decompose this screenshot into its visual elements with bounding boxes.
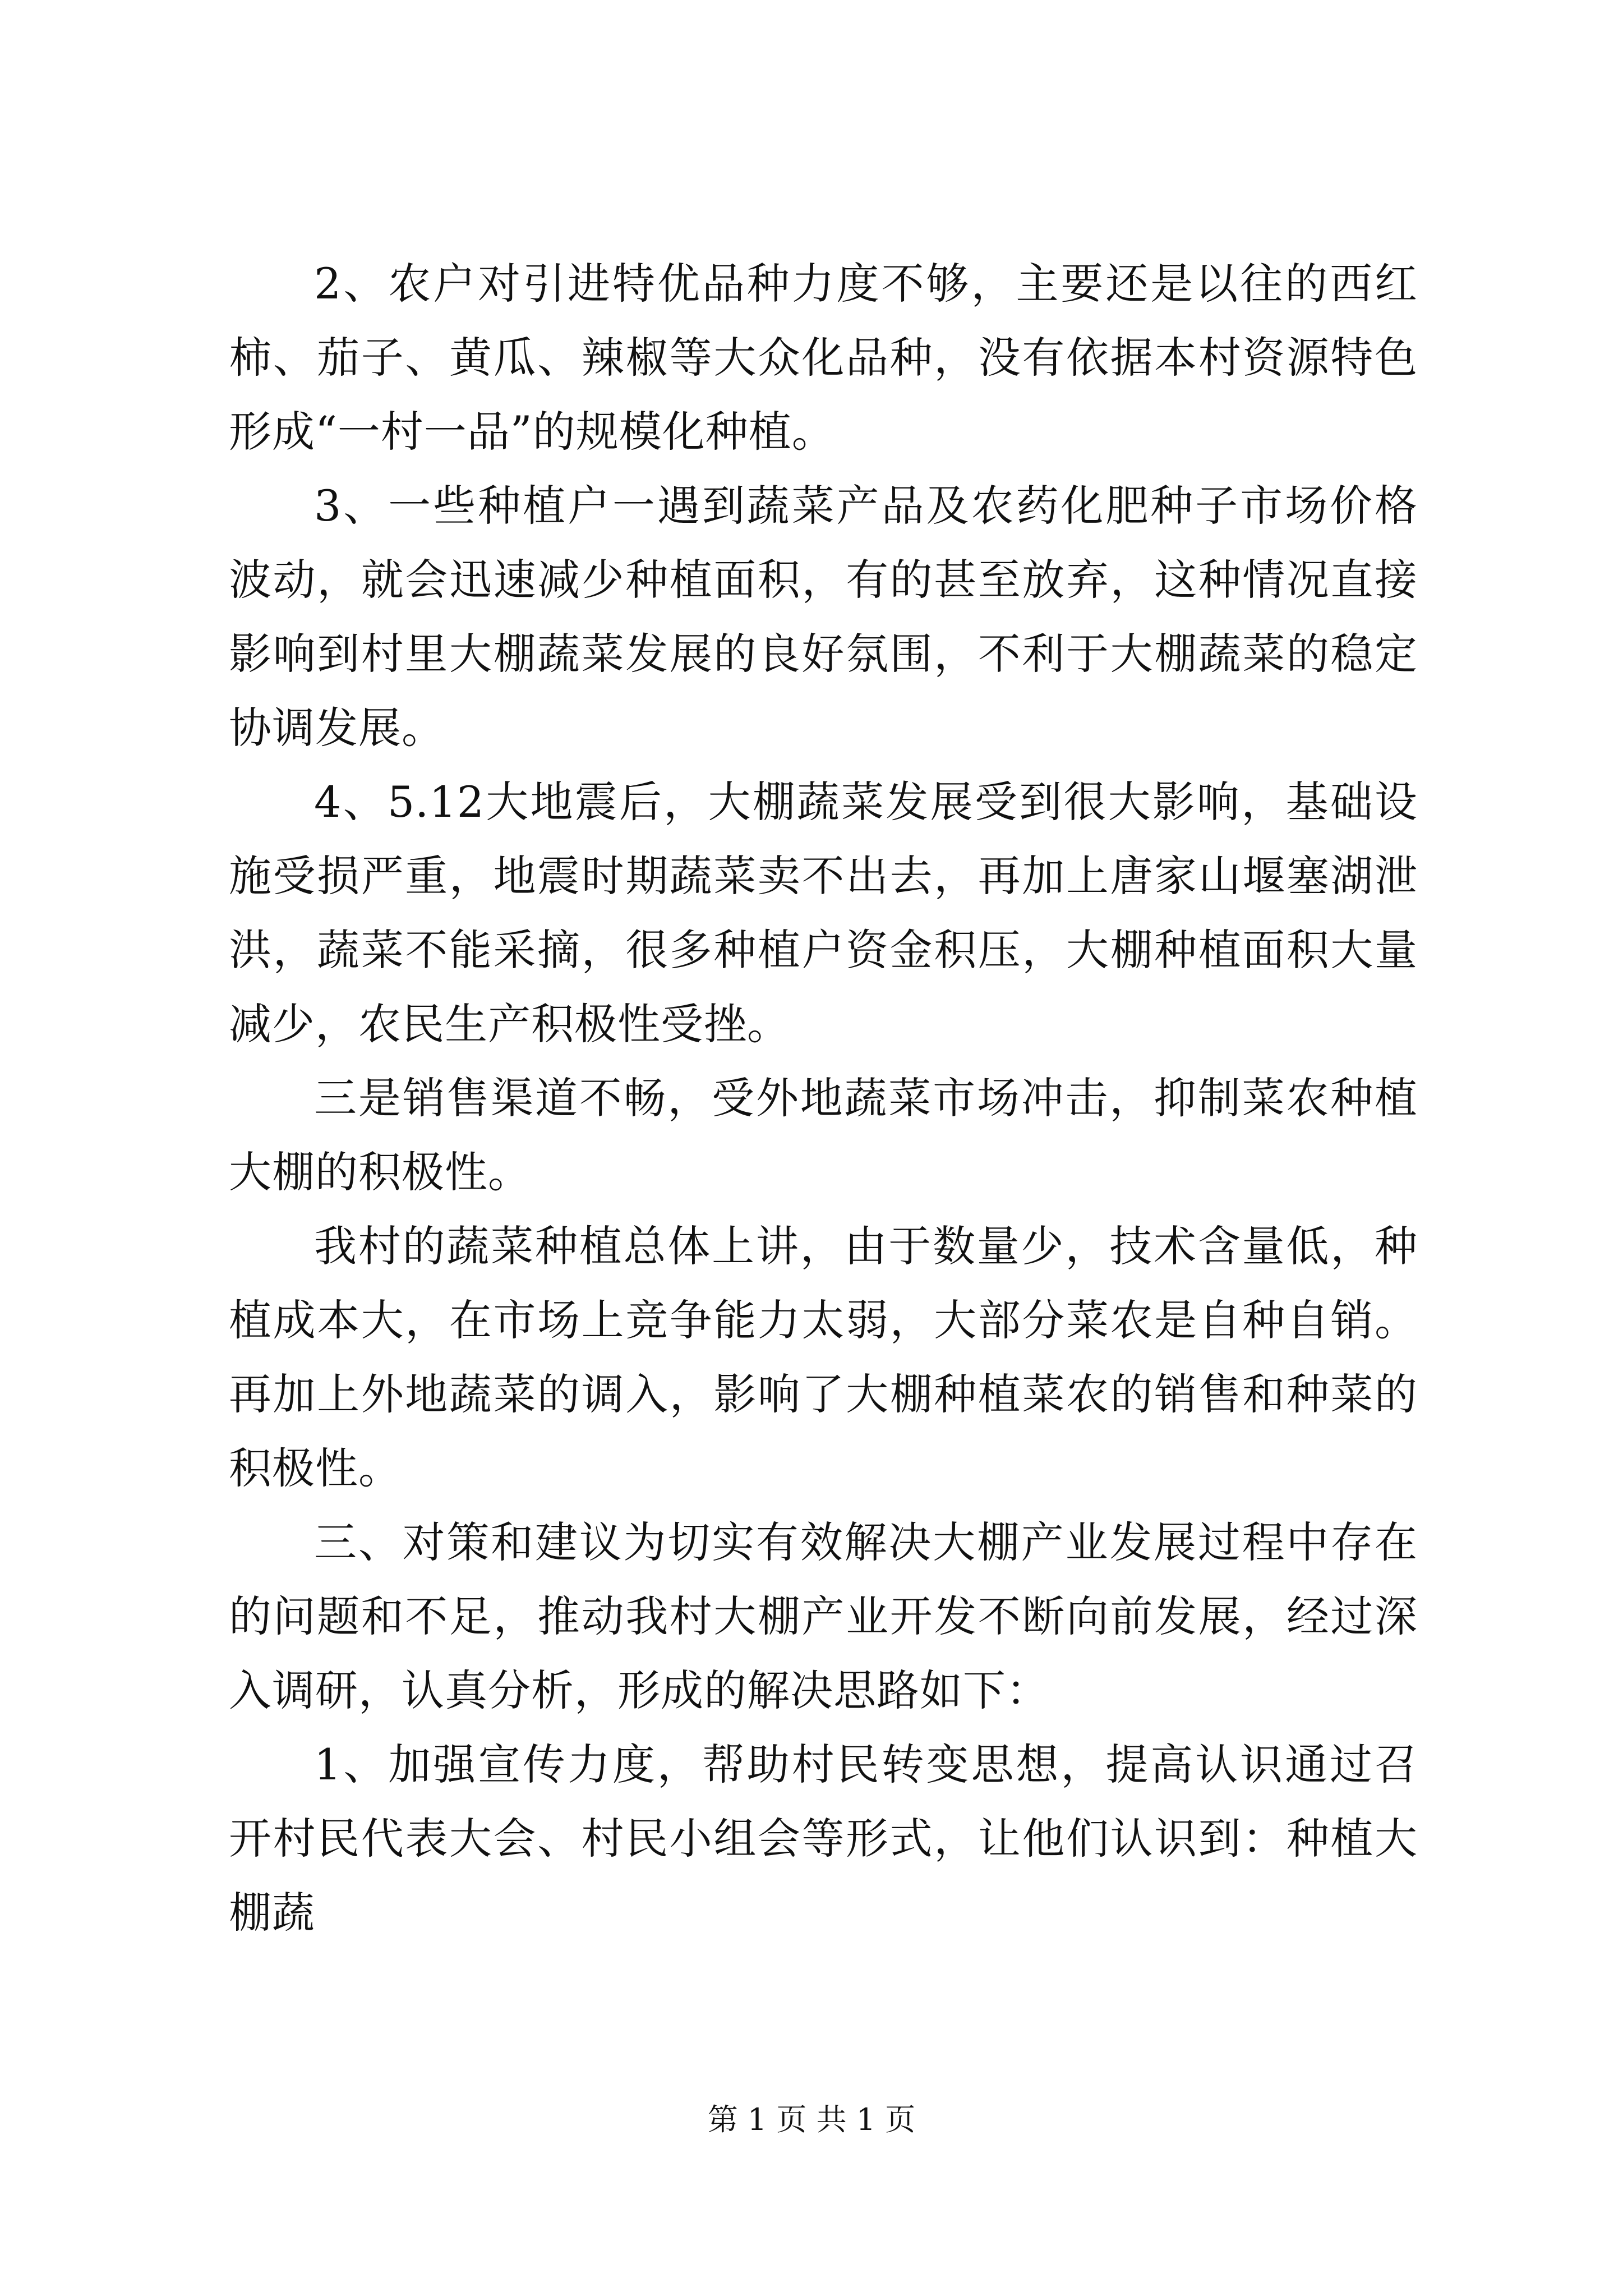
page-footer: 第 1 页 共 1 页 xyxy=(707,2102,916,2137)
document-body xyxy=(229,247,1418,1950)
paragraph: 1、加强宣传力度，帮助村民转变思想，提高认识通过召开村民代表大会、村民小组会等形式，让他们认识到：种植大棚蔬 xyxy=(229,1740,1418,1938)
paragraph: 4、5.12大地震后，大棚蔬菜发展受到很大影响，基础设施受损严重，地震时期蔬菜卖不出去，再加上唐家山堰塞湖泄洪，蔬菜不能采摘，很多种植户资金积压，大棚种植面积大量减少，农民生产积极性受挫。 xyxy=(229,777,1418,1049)
paragraph: 3、一些种植户一遇到蔬菜产品及农药化肥种子市场价格波动，就会迅速减少种植面积，有的甚至放弃，这种情况直接影响到村里大棚蔬菜发展的良好氛围，不利于大棚蔬菜的稳定协调发展。 xyxy=(229,481,1418,753)
paragraph: 我村的蔬菜种植总体上讲，由于数量少，技术含量低，种植成本大，在市场上竞争能力太弱，大部分菜农是自种自销。再加上外地蔬菜的调入，影响了大棚种植菜农的销售和种菜的积极性。 xyxy=(229,1221,1418,1493)
paragraph: 三是销售渠道不畅，受外地蔬菜市场冲击，抑制菜农种植大棚的积极性。 xyxy=(229,1073,1418,1197)
paragraph: 三、对策和建议为切实有效解决大棚产业发展过程中存在的问题和不足，推动我村大棚产业开发不断向前发展，经过深入调研，认真分析，形成的解决思路如下： xyxy=(229,1517,1418,1715)
paragraph: 2、农户对引进特优品种力度不够，主要还是以往的西红柿、茄子、黄瓜、辣椒等大众化品种，没有依据本村资源特色形成“一村一品”的规模化种植。 xyxy=(229,259,1418,457)
